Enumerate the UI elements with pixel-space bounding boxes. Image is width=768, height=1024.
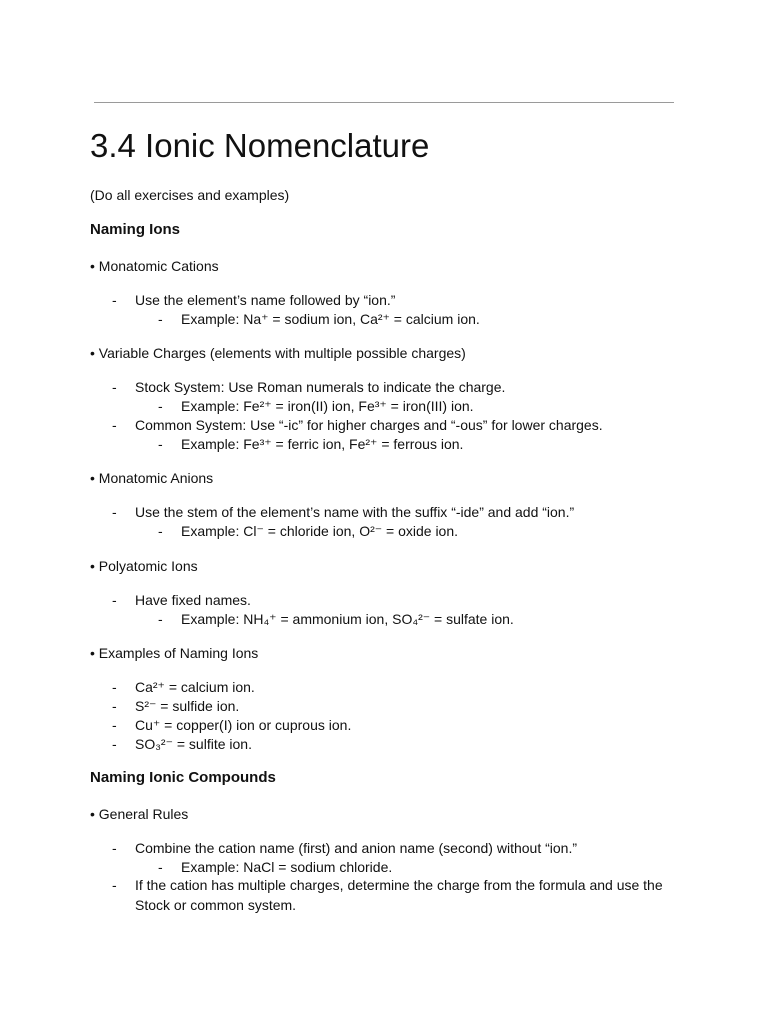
example-item: - Example: Na⁺ = sodium ion, Ca²⁺ = calcium ion. — [158, 311, 480, 327]
bullet-polyatomic-ions: • Polyatomic Ions — [90, 558, 198, 574]
list-item: - SO₃²⁻ = sulfite ion. — [112, 736, 252, 752]
example-item: - Example: Fe³⁺ = ferric ion, Fe²⁺ = ferrous ion. — [158, 436, 464, 452]
intro-note: (Do all exercises and examples) — [90, 187, 290, 203]
list-item: - Have fixed names. — [112, 592, 251, 608]
section-heading-naming-ions: Naming Ions — [90, 221, 181, 238]
page-title: 3.4 Ionic Nomenclature — [90, 127, 430, 164]
example-item: - Example: Fe²⁺ = iron(II) ion, Fe³⁺ = iron(III) ion. — [158, 398, 474, 414]
example-item: - Example: NH₄⁺ = ammonium ion, SO₄²⁻ = sulfate ion. — [158, 611, 514, 627]
bullet-general-rules: • General Rules — [90, 806, 189, 822]
list-item: - Ca²⁺ = calcium ion. — [112, 679, 255, 695]
list-item: - S²⁻ = sulfide ion. — [112, 698, 240, 714]
top-divider — [94, 102, 674, 103]
list-item: - Use the element’s name followed by “ion.” — [112, 292, 396, 308]
example-item: - Example: NaCl = sodium chloride. — [158, 859, 393, 875]
section-heading-naming-compounds: Naming Ionic Compounds — [90, 769, 276, 786]
example-item: - Example: Cl⁻ = chloride ion, O²⁻ = oxide ion. — [158, 523, 459, 539]
list-item: - Use the stem of the element’s name with the suffix “-ide” and add “ion.” — [112, 504, 575, 520]
list-item: - Stock System: Use Roman numerals to indicate the charge. — [112, 379, 506, 395]
bullet-monatomic-cations: • Monatomic Cations — [90, 258, 219, 274]
bullet-examples-naming-ions: • Examples of Naming Ions — [90, 645, 259, 661]
list-item-dash: - — [112, 877, 117, 893]
bullet-monatomic-anions: • Monatomic Anions — [90, 470, 214, 486]
list-item: - Cu⁺ = copper(I) ion or cuprous ion. — [112, 717, 352, 733]
list-item: - Common System: Use “-ic” for higher charges and “-ous” for lower charges. — [112, 417, 603, 433]
bullet-variable-charges: • Variable Charges (elements with multiple possible charges) — [90, 345, 466, 361]
list-item: - Combine the cation name (first) and anion name (second) without “ion.” — [112, 840, 577, 856]
list-item: If the cation has multiple charges, determine the charge from the formula and use the Stock or common system. — [135, 877, 663, 913]
